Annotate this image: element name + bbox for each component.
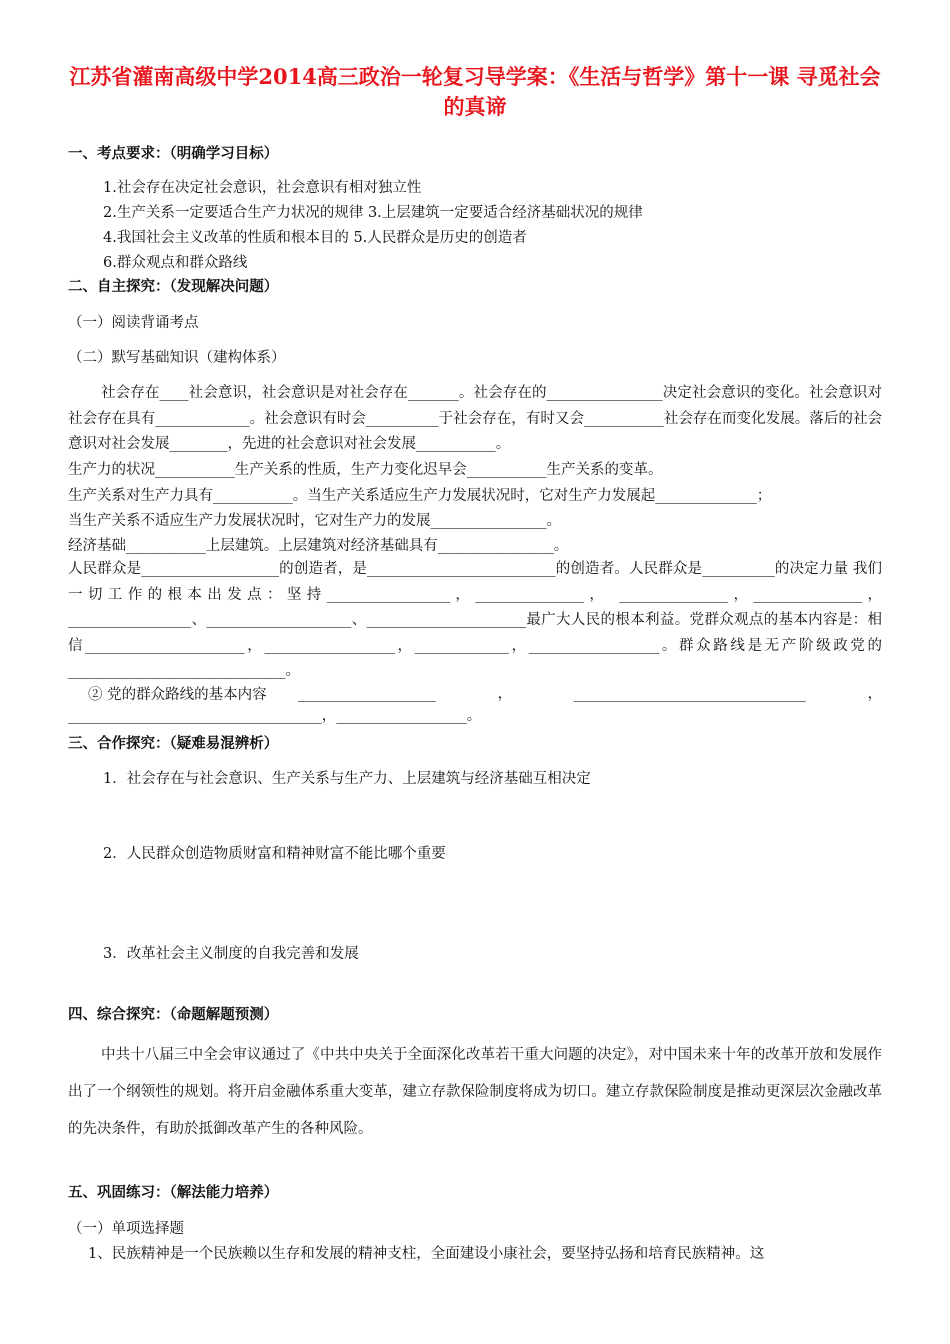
discussion-item: 2．人民群众创造物质财富和精神财富不能比哪个重要: [103, 846, 446, 862]
fill-blank-paragraph-3: ___________________，________________________________，___________________________________，__________________。: [68, 686, 882, 724]
fill-blank-line: 经济基础___________上层建筑。上层建筑对经济基础具有________________。: [68, 538, 569, 554]
subheading-single-choice: （一）单项选择题: [68, 1221, 184, 1237]
case-paragraph: 中共十八届三中全会审议通过了《中共中央关于全面深化改革若干重大问题的决定》，对中国未来十年的改革开放和发展作出了一个纲领性的规划。将开启金融体系重大变革，建立存款保险制度将成为切口。建立存款保险制度是推动更深层次金融改革的先决条件，有助於抵御改革产生的各种风险。: [68, 1047, 882, 1137]
objective-item: 1.社会存在决定社会意识，社会意识有相对独立性: [103, 180, 422, 196]
fill-blank-line: 生产力的状况___________生产关系的性质，生产力变化迟早会___________生产关系的变革。: [68, 462, 663, 478]
discussion-item: 1．社会存在与社会意识、生产关系与生产力、上层建筑与经济基础互相决定: [103, 771, 591, 787]
mass-line-label: ② 党的群众路线的基本内容: [88, 687, 267, 703]
objective-item: 6.群众观点和群众路线: [103, 255, 248, 271]
fill-blank-line: 当生产关系不适应生产力发展状况时，它对生产力的发展________________。: [68, 513, 561, 529]
subheading-read: （一）阅读背诵考点: [68, 315, 199, 331]
objective-item: 4.我国社会主义改革的性质和根本目的 5.人民群众是历史的创造者: [103, 230, 527, 246]
discussion-item: 3．改革社会主义制度的自我完善和发展: [103, 946, 359, 962]
section-heading-4: 四、综合探究：（命题解题预测）: [68, 1006, 279, 1023]
objective-item: 2.生产关系一定要适合生产力状况的规律 3.上层建筑一定要适合经济基础状况的规律: [103, 205, 643, 221]
fill-blank-paragraph-1: 社会存在____社会意识，社会意识是对社会存在_______。社会存在的________________决定社会意识的变化。社会意识对社会存在具有_____________。社会意识有时会__________于社会存在，有时又会___________社会存在而变化发展。落后的社会意识对社会发展________，先进的社会意识对社会发展___________。: [68, 385, 882, 453]
section-heading-2: 二、自主探究：（发现解决问题）: [68, 278, 279, 295]
question-1: 1、民族精神是一个民族赖以生存和发展的精神支柱，全面建设小康社会，要坚持弘扬和培育民族精神。这: [88, 1246, 765, 1262]
fill-blank-line: 生产关系对生产力具有___________。当生产关系适应生产力发展状况时，它对生产力发展起______________；: [68, 488, 772, 504]
document-title: 江苏省灌南高级中学2014高三政治一轮复习导学案：《生活与哲学》第十一课 寻觅社会的真谛: [69, 64, 881, 119]
section-heading-5: 五、巩固练习：（解法能力培养）: [68, 1184, 279, 1201]
subheading-write: （二）默写基础知识（建构体系）: [68, 350, 286, 366]
section-heading-1: 一、考点要求：（明确学习目标）: [68, 145, 279, 162]
section-heading-3: 三、合作探究：（疑难易混辨析）: [68, 735, 279, 752]
fill-blank-paragraph-2: 人民群众是___________________的创造者，是__________________________的创造者。人民群众是__________的决定力量 我们一切工作的根本出发点：坚持_________________，_______________， _______________，_______________，_________________、____________________、______________________最广大人民的根本利益。党群众观点的基本内容是：相信______________________，__________________，_____________，__________________。群众路线是无产阶级政党的______________________________。: [68, 561, 882, 680]
